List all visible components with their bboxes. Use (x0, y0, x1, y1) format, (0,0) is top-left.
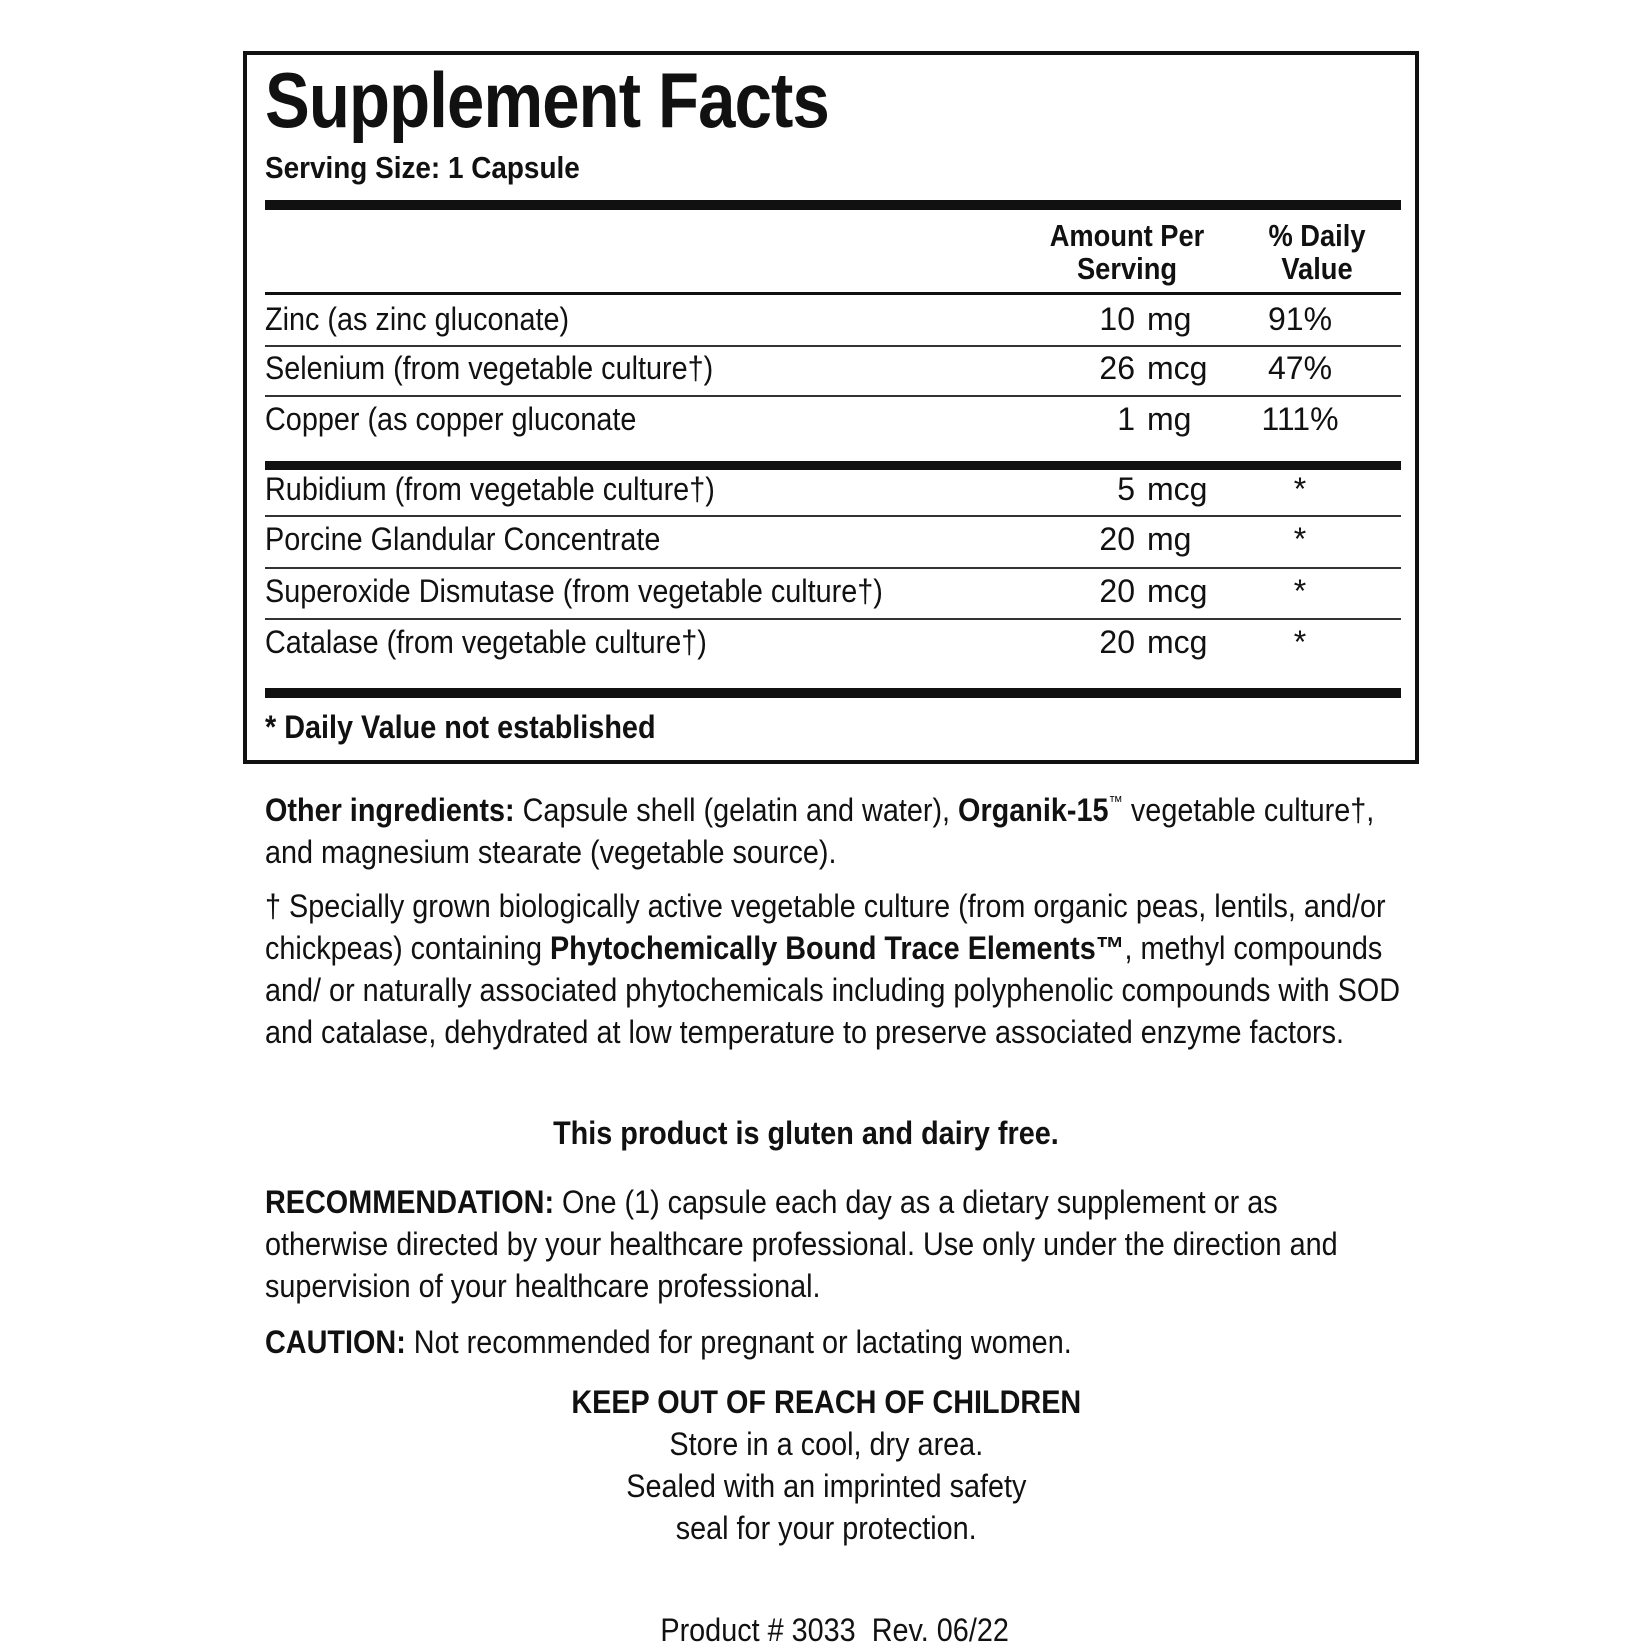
supplement-facts-panel (243, 51, 1419, 764)
caution: CAUTION: Not recommended for pregnant or lactating women. (265, 1324, 1072, 1360)
column-header-daily-value: % Daily Value (1268, 218, 1366, 286)
brand-name: Organik-15 (958, 792, 1109, 828)
nutrient-row-porcine-glandular: Porcine Glandular Concentrate 20 mg * (265, 521, 1307, 557)
top-divider-bar (265, 200, 1401, 210)
serving-size: Serving Size: 1 Capsule (265, 150, 580, 185)
product-number: Product # 3033 Rev. 06/22 (660, 1612, 1010, 1648)
row-divider (265, 515, 1401, 517)
nutrient-row-superoxide-dismutase: Superoxide Dismutase (from vegetable culture†) 20 mcg * (265, 573, 1307, 609)
row-divider (265, 345, 1401, 347)
storage-line-2: Sealed with an imprinted safety (625, 1468, 1027, 1504)
nutrient-row-catalase: Catalase (from vegetable culture†) 20 mcg * (265, 624, 1307, 660)
facts-title: Supplement Facts (265, 56, 829, 144)
storage-line-3: seal for your protection. (675, 1510, 977, 1546)
caution-label: CAUTION: (265, 1324, 406, 1360)
storage-line-1: Store in a cool, dry area. (669, 1426, 983, 1462)
recommendation-label: RECOMMENDATION: (265, 1184, 555, 1220)
dagger-footnote: † Specially grown biologically active vegetable culture (from organic peas, lentils, and/or chickpeas) containing Phytochemically Bound Trace Elements™, methyl compounds and/ or naturally associated phytochemicals including polyphenolic compounds with SOD and catalase, dehydrated at low temperature to preserve associated enzyme factors. (265, 888, 1401, 1050)
header-divider (265, 292, 1401, 295)
row-divider (265, 395, 1401, 397)
daily-value-footnote: * Daily Value not established (265, 709, 656, 745)
column-header-amount: Amount Per Serving (1049, 218, 1205, 286)
row-divider (265, 618, 1401, 620)
gluten-dairy-free-statement: This product is gluten and dairy free. (553, 1115, 1059, 1151)
row-divider (265, 567, 1401, 569)
nutrient-row-rubidium: Rubidium (from vegetable culture†) 5 mcg * (265, 471, 1307, 507)
nutrient-row-zinc: Zinc (as zinc gluconate) 10 mg 91% (265, 301, 1333, 337)
other-ingredients-label: Other ingredients: (265, 792, 515, 828)
bottom-divider-bar (265, 688, 1401, 698)
recommendation: RECOMMENDATION: One (1) capsule each day as a dietary supplement or as otherwise directed by your healthcare professional. Use only under the direction and supervision of your healthcare professional. (265, 1184, 1338, 1304)
nutrient-row-selenium: Selenium (from vegetable culture†) 26 mcg 47% (265, 350, 1333, 386)
keep-out-of-reach-heading: KEEP OUT OF REACH OF CHILDREN (571, 1384, 1081, 1420)
nutrient-row-copper: Copper (as copper gluconate 1 mg 111% (265, 401, 1339, 437)
other-ingredients: Other ingredients: Capsule shell (gelatin and water), Organik-15™ vegetable culture†, and magnesium stearate (vegetable source). (265, 792, 1375, 870)
